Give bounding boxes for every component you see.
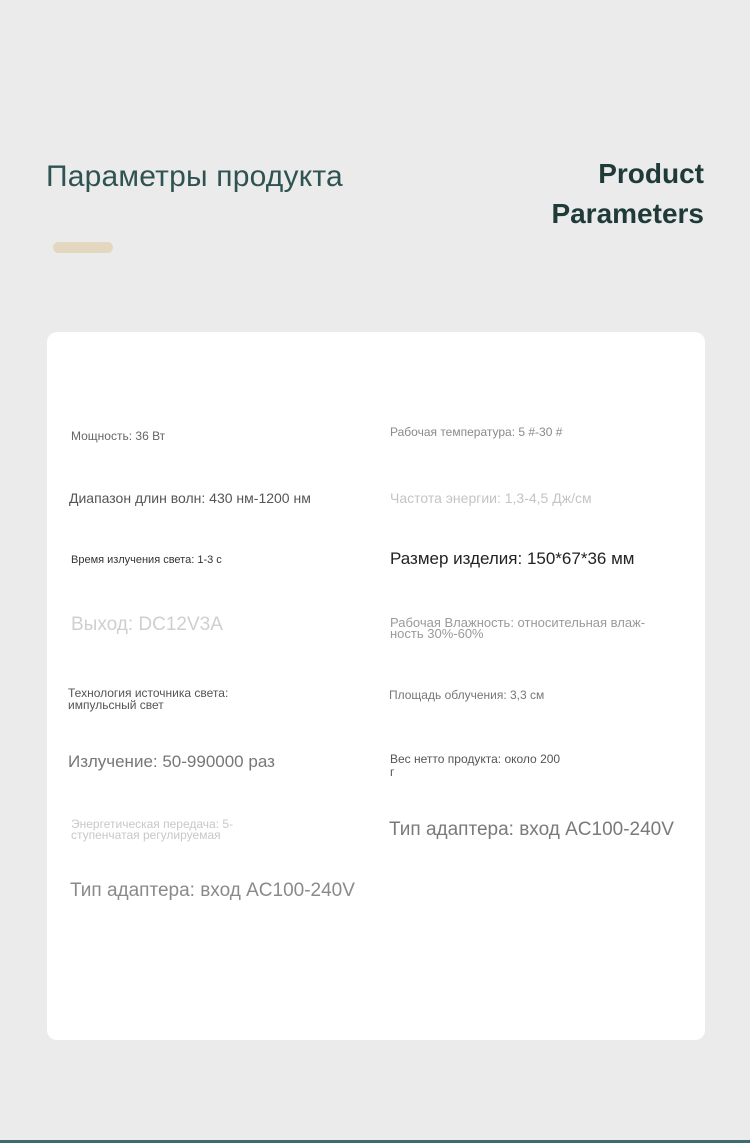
param-net-weight-line1: Вес нетто продукта: около 200 (390, 753, 561, 766)
param-working-humidity-line2: ность 30%-60% (390, 626, 484, 641)
parameters-card (47, 332, 705, 1040)
param-emission-count: Излучение: 50-990000 раз (68, 752, 275, 771)
param-power: Мощность: 36 Вт (71, 429, 166, 443)
param-light-emission-time: Время излучения света: 1-3 с (71, 554, 222, 566)
param-working-temperature: Рабочая температура: 5 #-30 # (390, 425, 563, 439)
accent-bar (53, 242, 113, 253)
page-title-en (504, 154, 704, 234)
param-working-humidity (390, 617, 645, 639)
param-energy-frequency: Частота энергии: 1,3-4,5 Дж/см (390, 490, 592, 506)
param-energy-transfer (71, 819, 233, 841)
param-energy-transfer-line1: Энергетическая передача: 5- (71, 817, 234, 831)
param-net-weight (390, 753, 560, 777)
param-adapter-type-right: Тип адаптера: вход AC100-240V (389, 819, 674, 840)
param-light-source (68, 687, 228, 711)
param-light-source-line2: импульсный свет (68, 698, 164, 712)
param-product-size: Размер изделия: 150*67*36 мм (390, 549, 635, 568)
param-net-weight-line2: г (390, 765, 395, 777)
param-irradiation-area: Площадь облучения: 3,3 см (389, 688, 545, 702)
page-title-en-line2: Parameters (551, 198, 704, 229)
param-output: Выход: DC12V3A (71, 614, 223, 635)
param-energy-transfer-line2: ступенчатая регулируемая (71, 828, 221, 842)
param-working-humidity-line1: Рабочая Влажность: относительная влаж- (390, 615, 646, 630)
param-wavelength-range: Диапазон длин волн: 430 нм-1200 нм (69, 490, 311, 506)
page-title-ru: Параметры продукта (46, 160, 343, 193)
page-title-en-line1: Product (598, 158, 704, 189)
param-light-source-line1: Технология источника света: (68, 686, 229, 700)
param-adapter-type-left: Тип адаптера: вход AC100-240V (70, 880, 355, 901)
